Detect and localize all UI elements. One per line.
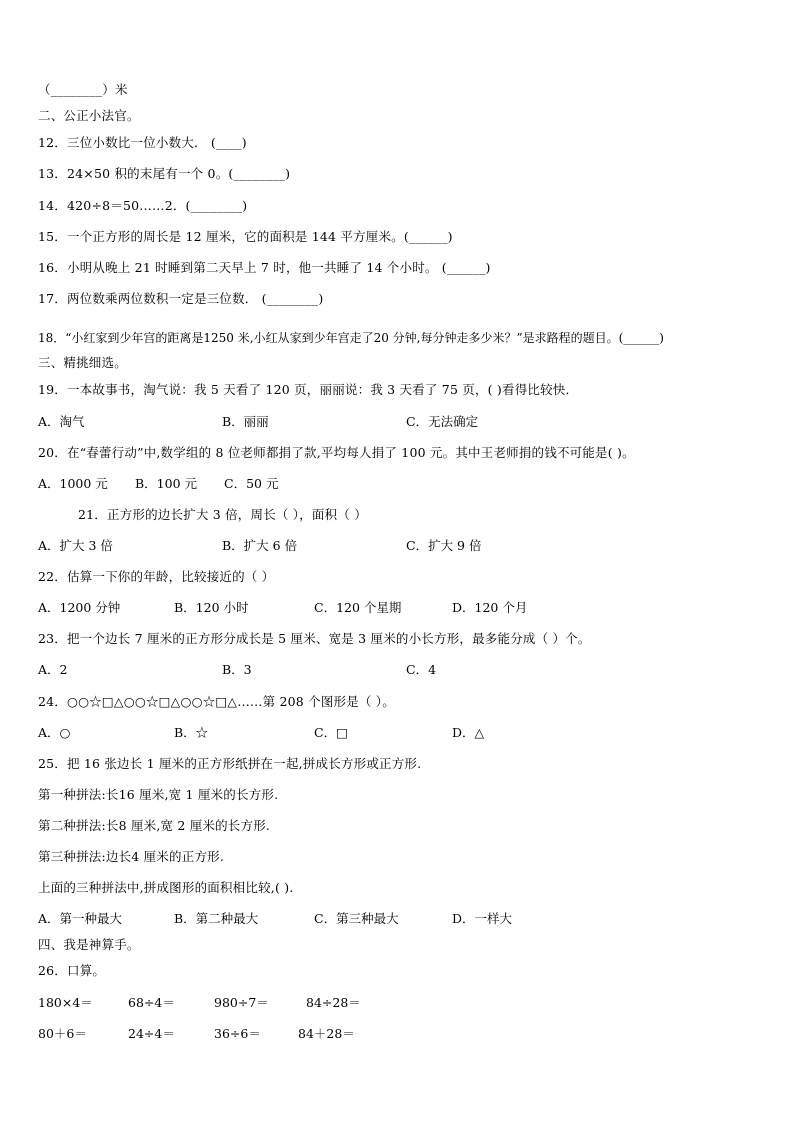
section-2-heading: 二、公正小法官。	[38, 108, 140, 123]
calc-1-3: 980÷7＝	[214, 995, 269, 1010]
q24-option-d: D．△	[452, 725, 485, 740]
q24-option-a: A．○	[38, 725, 71, 740]
q20-option-a: A．1000 元	[38, 476, 108, 491]
q20-option-c: C．50 元	[224, 476, 279, 491]
q24-option-b: B．☆	[174, 725, 209, 740]
q22-option-d: D．120 个月	[452, 600, 528, 615]
q19-option-b: B．丽丽	[222, 414, 269, 429]
calc-2-2: 24÷4＝	[128, 1026, 175, 1041]
calc-1-4: 84÷28＝	[306, 995, 361, 1010]
q20-option-b: B．100 元	[135, 476, 198, 491]
question-17: 17．两位数乘两位数积一定是三位数． (________)	[38, 291, 324, 306]
q25-method-3: 第三种拼法:边长4 厘米的正方形.	[38, 849, 225, 864]
question-26: 26．口算。	[38, 963, 106, 978]
q23-option-b: B．3	[222, 662, 252, 677]
question-13: 13．24×50 积的末尾有一个 0。(________)	[38, 166, 291, 181]
section-4-heading: 四、我是神算手。	[38, 937, 140, 952]
question-22: 22．估算一下你的年龄，比较接近的（ ）	[38, 569, 275, 584]
question-18: 18．“小红家到少年宫的距离是1250 米,小红从家到少年宫走了20 分钟,每分钟走多少米？”是求路程的题目。(______)	[38, 331, 664, 345]
calc-2-4: 84＋28＝	[298, 1026, 355, 1041]
question-16: 16．小明从晚上 21 时睡到第二天早上 7 时，他一共睡了 14 个小时。 (______)	[38, 260, 491, 275]
q23-option-a: A．2	[38, 662, 68, 677]
calc-1-2: 68÷4＝	[128, 995, 175, 1010]
q25-option-d: D．一样大	[452, 911, 513, 926]
question-25: 25．把 16 张边长 1 厘米的正方形纸拼在一起,拼成长方形或正方形.	[38, 756, 422, 771]
q25-option-c: C．第三种最大	[314, 911, 399, 926]
calc-1-1: 180×4＝	[38, 995, 93, 1010]
q25-question: 上面的三种拼法中,拼成图形的面积相比较,( ).	[38, 880, 294, 895]
q23-option-c: C．4	[406, 662, 437, 677]
calc-2-3: 36÷6＝	[214, 1026, 261, 1041]
question-21: 21．正方形的边长扩大 3 倍，周长（ ），面积（ ）	[78, 507, 367, 522]
q25-method-1: 第一种拼法:长16 厘米,宽 1 厘米的长方形.	[38, 787, 279, 802]
q21-option-a: A．扩大 3 倍	[38, 538, 113, 553]
question-19: 19．一本故事书，淘气说：我 5 天看了 120 页，丽丽说：我 3 天看了 75 页，( )看得比较快．	[38, 382, 579, 397]
q19-option-a: A．淘气	[38, 414, 85, 429]
q22-option-c: C．120 个星期	[314, 600, 402, 615]
answer-blank-line: （________）米	[38, 82, 128, 97]
question-14: 14．420÷8＝50……2．(________)	[38, 198, 248, 213]
q25-option-a: A．第一种最大	[38, 911, 123, 926]
calc-2-1: 80＋6＝	[38, 1026, 87, 1041]
question-15: 15．一个正方形的周长是 12 厘米，它的面积是 144 平方厘米。(______)	[38, 229, 453, 244]
q24-option-c: C．□	[314, 725, 348, 740]
question-20: 20．在“春蕾行动”中,数学组的 8 位老师都捐了款,平均每人捐了 100 元。其中王老师捐的钱不可能是( )。	[38, 445, 635, 460]
question-24: 24．○○☆□△○○☆□△○○☆□△……第 208 个图形是（ ）。	[38, 694, 395, 709]
q21-option-c: C．扩大 9 倍	[406, 538, 482, 553]
q22-option-b: B．120 小时	[174, 600, 249, 615]
q19-option-c: C．无法确定	[406, 414, 479, 429]
q21-option-b: B．扩大 6 倍	[222, 538, 298, 553]
q25-method-2: 第二种拼法:长8 厘米,宽 2 厘米的长方形.	[38, 818, 271, 833]
q22-option-a: A．1200 分钟	[38, 600, 121, 615]
section-3-heading: 三、精挑细选。	[38, 355, 127, 370]
q25-option-b: B．第二种最大	[174, 911, 259, 926]
question-12: 12．三位小数比一位小数大． (____)	[38, 135, 247, 150]
question-23: 23．把一个边长 7 厘米的正方形分成长是 5 厘米、宽是 3 厘米的小长方形，最多能分成（ ）个。	[38, 631, 591, 646]
